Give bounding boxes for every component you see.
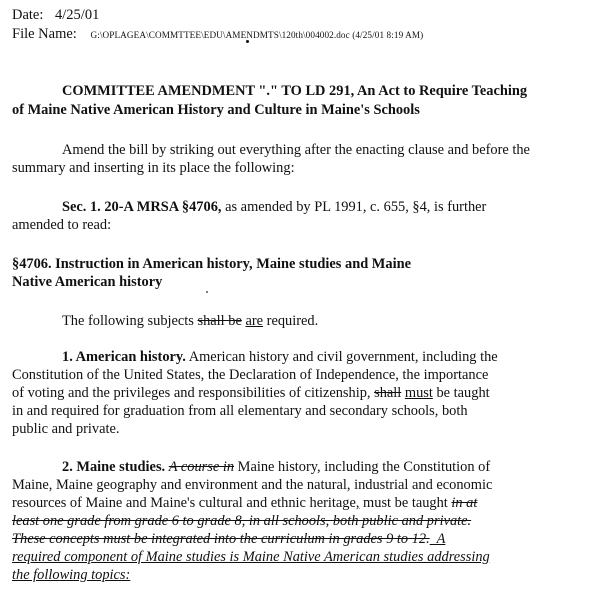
inserted-text: A: [429, 531, 446, 547]
item1-line1-rest: American history and civil government, including the: [185, 349, 498, 365]
title-line-1: COMMITTEE AMENDMENT "." TO LD 291, An Act to Require Teaching: [62, 83, 528, 99]
section-title-line-1: §4706. Instruction in American history, Maine studies and Maine: [12, 256, 411, 272]
deleted-text: in at: [451, 495, 478, 511]
intro-line-2: summary and inserting in its place the following:: [12, 160, 295, 176]
sec1-heading: Sec. 1. 20-A MRSA §4706,: [62, 199, 222, 215]
subjects-line: [62, 312, 318, 330]
item2-line-4: [12, 512, 471, 530]
file-name-line: [12, 25, 423, 44]
sec1-rest: as amended by PL 1991, c. 655, §4, is further: [221, 199, 487, 215]
section-title-line-2: Native American history: [12, 274, 163, 290]
date-label: Date:: [12, 7, 44, 23]
inserted-text: required component of Maine studies is Maine Native American studies addressing: [12, 549, 490, 565]
intro-line-1: Amend the bill by striking out everything after the enacting clause and before the: [62, 142, 530, 158]
item2-line-6: [12, 548, 490, 566]
subjects-post: required.: [263, 313, 319, 329]
item1-line-1: [62, 348, 498, 366]
item2-line3-mid: must be taught: [359, 495, 452, 511]
item2-line1-rest: Maine history, including the Constitution of: [234, 459, 491, 475]
file-name-label: File Name:: [12, 26, 77, 42]
item2-line-7: [12, 566, 130, 584]
sec1-line-1: [62, 198, 486, 216]
item1-line3-pre: of voting and the privileges and responsibilities of citizenship,: [12, 385, 375, 401]
date-line: [12, 6, 99, 24]
deleted-text: shall be: [197, 313, 242, 329]
item2-line3-pre: resources of Maine and Maine's cultural and ethnic heritage: [12, 495, 356, 511]
item1-heading: 1. American history.: [62, 349, 186, 365]
item1-line-2: Constitution of the United States, the Declaration of Independence, the importance: [12, 367, 489, 383]
date-value: 4/25/01: [55, 7, 100, 23]
item2-line-1: [62, 458, 490, 476]
item2-line-5: [12, 530, 445, 548]
deleted-text: shall: [374, 385, 402, 401]
title-line-2: of Maine Native American History and Culture in Maine's Schools: [12, 102, 420, 118]
deleted-text: These concepts must be integrated into the curriculum in grades 9 to 12.: [12, 531, 430, 547]
stray-mark: [246, 40, 249, 43]
item2-line-3: [12, 494, 477, 512]
item1-line-4: in and required for graduation from all elementary and secondary schools, both: [12, 403, 468, 419]
item1-line-3: [12, 384, 490, 402]
cutoff-header-line: [14, 0, 144, 1]
inserted-text: must: [404, 385, 433, 401]
inserted-text: ,: [355, 495, 360, 511]
item1-line-5: public and private.: [12, 421, 120, 437]
subjects-pre: The following subjects: [62, 313, 198, 329]
item2-heading: 2. Maine studies.: [62, 459, 166, 475]
deleted-text: A course in: [168, 459, 235, 475]
deleted-text: least one grade from grade 6 to grade 8, in all schools, both public and private.: [12, 513, 472, 529]
item2-line-2: Maine, Maine geography and environment and the natural, industrial and economic: [12, 477, 493, 493]
sec1-line-2: amended to read:: [12, 217, 112, 233]
stray-mark-2: [206, 291, 208, 293]
file-path: G:\OPLAGEA\COMMTTEE\EDU\AMENDMTS\120th\004002.doc (4/25/01 8:19 AM): [90, 30, 424, 40]
inserted-text: the following topics:: [12, 567, 131, 583]
item1-line3-post: be taught: [432, 385, 490, 401]
inserted-text: are: [245, 313, 264, 329]
